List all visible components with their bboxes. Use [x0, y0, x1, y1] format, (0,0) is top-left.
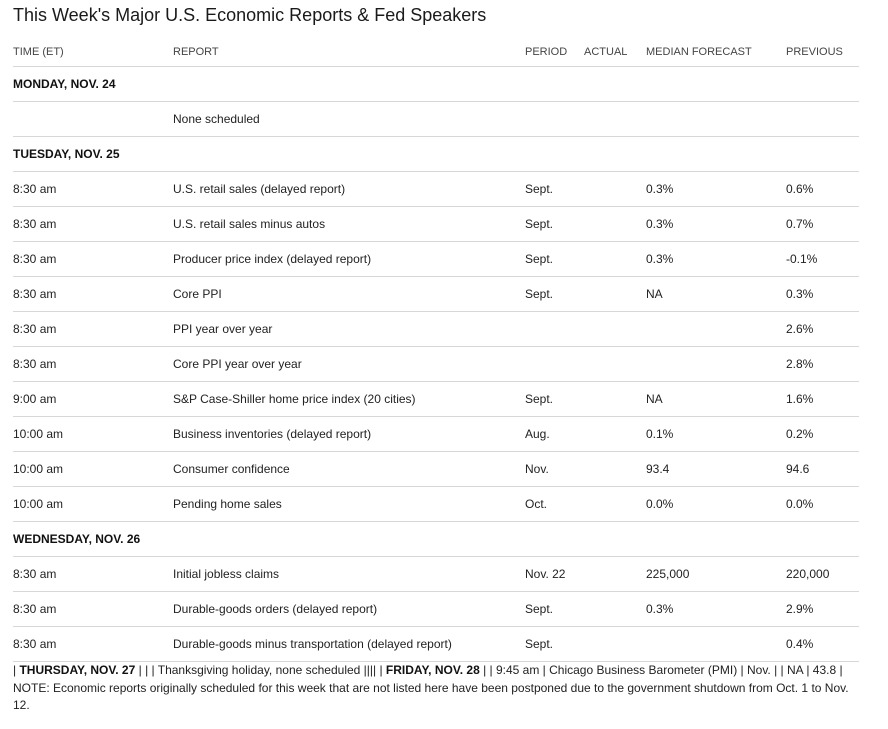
cell-period: Sept. [525, 277, 584, 312]
column-header-period: PERIOD [525, 37, 584, 67]
cell-report: Consumer confidence [173, 452, 525, 487]
cell-actual [584, 312, 646, 347]
cell-time: 8:30 am [13, 592, 173, 627]
day-header-row [13, 522, 859, 557]
cell-previous: 0.6% [786, 172, 859, 207]
cell-forecast [646, 312, 786, 347]
cell-previous: 2.9% [786, 592, 859, 627]
cell-forecast: 0.3% [646, 172, 786, 207]
cell-time: 8:30 am [13, 557, 173, 592]
cell-period [525, 347, 584, 382]
cell-actual [584, 172, 646, 207]
cell-actual [584, 277, 646, 312]
cell-actual [584, 207, 646, 242]
cell-report: Core PPI [173, 277, 525, 312]
cell-actual [584, 242, 646, 277]
cell-time: 8:30 am [13, 277, 173, 312]
cell-report: U.S. retail sales (delayed report) [173, 172, 525, 207]
cell-period: Aug. [525, 417, 584, 452]
table-row [13, 347, 859, 382]
cell-forecast: 93.4 [646, 452, 786, 487]
cell-actual [584, 627, 646, 662]
table-header [13, 37, 859, 67]
cell-period: Nov. [525, 452, 584, 487]
cell-report: Initial jobless claims [173, 557, 525, 592]
table-row [13, 312, 859, 347]
cell-time: 10:00 am [13, 487, 173, 522]
header-row [13, 37, 859, 67]
cell-report: S&P Case-Shiller home price index (20 cities) [173, 382, 525, 417]
table-row [13, 207, 859, 242]
cell-report: Durable-goods orders (delayed report) [173, 592, 525, 627]
cell-time: 8:30 am [13, 242, 173, 277]
cell-period: Sept. [525, 242, 584, 277]
cell-forecast: 225,000 [646, 557, 786, 592]
cell-forecast [646, 347, 786, 382]
cell-actual [584, 452, 646, 487]
cell-report: Pending home sales [173, 487, 525, 522]
column-header-time: TIME (ET) [13, 37, 173, 67]
cell-previous: 0.4% [786, 627, 859, 662]
cell-time: 8:30 am [13, 627, 173, 662]
cell-period: Sept. [525, 382, 584, 417]
cell-previous: 220,000 [786, 557, 859, 592]
cell-actual [584, 417, 646, 452]
cell-actual [584, 382, 646, 417]
footer-note: NOTE: Economic reports originally scheduled for this week that are not listed here have been postponed due to the government shutdown from Oct. 1 to Nov. 12. [13, 680, 849, 712]
cell-period [525, 312, 584, 347]
cell-actual [584, 592, 646, 627]
cell-previous: 2.8% [786, 347, 859, 382]
friday-label: FRIDAY, NOV. 28 [385, 663, 480, 677]
cell-actual [584, 487, 646, 522]
cell-report: U.S. retail sales minus autos [173, 207, 525, 242]
cell-period: Sept. [525, 172, 584, 207]
cell-report: None scheduled [173, 102, 525, 137]
cell-time: 10:00 am [13, 417, 173, 452]
table-row [13, 102, 859, 137]
footer-notes [13, 662, 859, 715]
cell-previous [786, 102, 859, 137]
column-header-actual: ACTUAL [584, 37, 646, 67]
table-row [13, 627, 859, 662]
table-row [13, 592, 859, 627]
cell-period: Oct. [525, 487, 584, 522]
table-row [13, 417, 859, 452]
cell-forecast: NA [646, 277, 786, 312]
column-header-median-forecast: MEDIAN FORECAST [646, 37, 786, 67]
cell-forecast [646, 627, 786, 662]
day-header-row [13, 67, 859, 102]
footer-segment: | | 9:45 am | Chicago Business Barometer (PMI) | Nov. | | NA | 43.8 | [479, 663, 843, 677]
cell-period [525, 102, 584, 137]
footer-segment: | [13, 663, 20, 677]
cell-time: 8:30 am [13, 207, 173, 242]
cell-actual [584, 102, 646, 137]
table-row [13, 487, 859, 522]
cell-forecast: 0.1% [646, 417, 786, 452]
cell-forecast: 0.0% [646, 487, 786, 522]
cell-previous: 0.7% [786, 207, 859, 242]
table-row [13, 277, 859, 312]
column-header-previous: PREVIOUS [786, 37, 859, 67]
cell-forecast: 0.3% [646, 242, 786, 277]
table-body [13, 67, 859, 662]
reports-table [13, 37, 859, 662]
table-row [13, 452, 859, 487]
day-header-row [13, 137, 859, 172]
cell-time: 10:00 am [13, 452, 173, 487]
cell-time: 8:30 am [13, 347, 173, 382]
cell-previous: 0.2% [786, 417, 859, 452]
cell-actual [584, 557, 646, 592]
cell-previous: 1.6% [786, 382, 859, 417]
page-title: This Week's Major U.S. Economic Reports & Fed Speakers [13, 5, 487, 25]
thursday-label: THURSDAY, NOV. 27 [19, 663, 136, 677]
cell-report: Core PPI year over year [173, 347, 525, 382]
cell-forecast: 0.3% [646, 207, 786, 242]
cell-previous: 2.6% [786, 312, 859, 347]
cell-report: Business inventories (delayed report) [173, 417, 525, 452]
cell-time: 8:30 am [13, 172, 173, 207]
footer-schedule-line [13, 662, 859, 680]
cell-period: Sept. [525, 627, 584, 662]
cell-previous: 0.0% [786, 487, 859, 522]
cell-forecast [646, 102, 786, 137]
cell-previous: 94.6 [786, 452, 859, 487]
cell-period: Sept. [525, 592, 584, 627]
table-row [13, 382, 859, 417]
day-label: MONDAY, NOV. 24 [13, 67, 859, 102]
footer-segment: | | | Thanksgiving holiday, none scheduled |||| | [135, 663, 386, 677]
cell-time [13, 102, 173, 137]
table-row [13, 242, 859, 277]
cell-report: PPI year over year [173, 312, 525, 347]
cell-forecast: 0.3% [646, 592, 786, 627]
cell-time: 9:00 am [13, 382, 173, 417]
cell-previous: 0.3% [786, 277, 859, 312]
cell-actual [584, 347, 646, 382]
table-row [13, 557, 859, 592]
column-header-report: REPORT [173, 37, 525, 67]
cell-report: Producer price index (delayed report) [173, 242, 525, 277]
cell-report: Durable-goods minus transportation (delayed report) [173, 627, 525, 662]
table-row [13, 172, 859, 207]
day-label: WEDNESDAY, NOV. 26 [13, 522, 859, 557]
cell-period: Sept. [525, 207, 584, 242]
cell-time: 8:30 am [13, 312, 173, 347]
cell-period: Nov. 22 [525, 557, 584, 592]
cell-previous: -0.1% [786, 242, 859, 277]
cell-forecast: NA [646, 382, 786, 417]
day-label: TUESDAY, NOV. 25 [13, 137, 859, 172]
